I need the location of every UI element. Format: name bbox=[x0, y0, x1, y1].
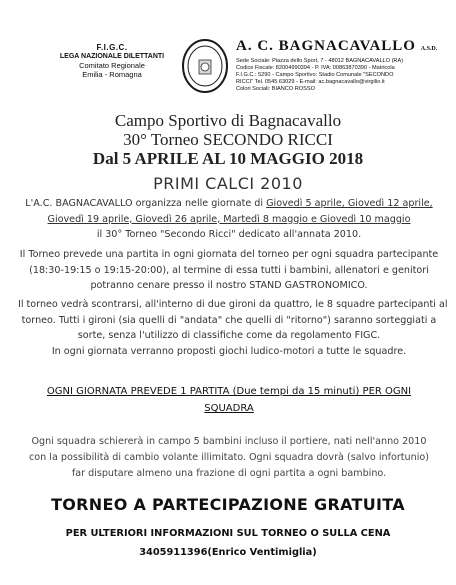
club-info-block bbox=[236, 38, 446, 93]
regione-label: Emilia - Romagna bbox=[82, 70, 142, 79]
match-rule-line: OGNI GIORNATA PREVEDE 1 PARTITA (Due tempi da 15 minuti) PER OGNI bbox=[46, 386, 412, 397]
dates-part-2: Giovedì 19 aprile, Giovedì 26 aprile, Martedì 8 maggio e Giovedì 10 maggio bbox=[47, 213, 411, 225]
comitato-label: Comitato Regionale bbox=[79, 61, 145, 70]
groups-line: sorte, senza l'utilizzo di classifiche come da regolamento FIGC. bbox=[77, 330, 381, 341]
club-fiscal: Codice Fiscale: 82004990394 - P. IVA: 00863870390 - Matricola bbox=[236, 65, 395, 71]
groups-line: In ogni giornata verranno proposti giochi ludico-motori a tutte le squadre. bbox=[51, 345, 407, 357]
club-address: Sede Sociale: Piazza dello Sport, 7 - 48012 BAGNACAVALLO (RA) bbox=[236, 58, 404, 64]
club-matricola: F.I.G.C.: 5290 - Campo Sportivo: Stadio Comunale "SECONDO bbox=[236, 72, 394, 78]
groups-line: torneo. Tutti i gironi (sia quelli di "andata" che quelli di "ritorno") saranno sorteggiati a bbox=[21, 314, 437, 326]
dates-part-1: Giovedì 5 aprile, Giovedì 12 aprile, bbox=[266, 198, 433, 209]
venue-title: Campo Sportivo di Bagnacavallo bbox=[114, 111, 342, 130]
club-suffix: A.S.D. bbox=[420, 46, 438, 52]
club-logo-icon bbox=[181, 38, 229, 94]
free-entry-heading: TORNEO A PARTECIPAZIONE GRATUITA bbox=[51, 495, 405, 514]
format-line: (18:30-19:15 o 19:15-20:00), al termine di essa tutti i bambini, allenatori e genitori bbox=[29, 264, 429, 276]
club-contacts: RICCI" Tel. 0545 63029 - E-mail: ac.bagnacavallo@virgilio.it bbox=[236, 79, 385, 85]
contact-phone: 3405911396(Enrico Ventimiglia) bbox=[139, 547, 317, 558]
match-rule bbox=[18, 383, 440, 417]
groups-paragraph bbox=[18, 297, 448, 359]
team-rule-line: far disputare almeno una frazione di ogni partita a ogni bambino. bbox=[71, 468, 387, 479]
club-name: A. C. BAGNACAVALLO bbox=[236, 38, 416, 54]
date-range: Dal 5 APRILE AL 10 MAGGIO 2018 bbox=[92, 149, 364, 168]
club-colors: Colori Sociali: BIANCO ROSSO bbox=[236, 86, 315, 92]
intro-paragraph bbox=[18, 196, 440, 243]
figc-label: F.I.G.C. bbox=[96, 43, 128, 52]
team-rule-line: Ogni squadra schiererà in campo 5 bambini incluso il portiere, nati nell'anno 2010 bbox=[31, 436, 427, 447]
info-text: PER ULTERIORI INFORMAZIONI SUL TORNEO O SULLA CENA bbox=[65, 528, 391, 539]
federation-block bbox=[52, 43, 172, 79]
lega-label: LEGA NAZIONALE DILETTANTI bbox=[59, 53, 165, 60]
tournament-title: 30° Torneo SECONDO RICCI bbox=[123, 130, 333, 149]
format-paragraph bbox=[18, 247, 440, 294]
format-line: potranno cenare presso il nostro STAND GASTRONOMICO. bbox=[90, 280, 368, 291]
team-rules-paragraph bbox=[18, 434, 440, 482]
dedication-text: il 30° Torneo "Secondo Ricci" dedicato all'annata 2010. bbox=[96, 229, 362, 240]
category-title: PRIMI CALCI 2010 bbox=[153, 174, 303, 193]
match-rule-line: SQUADRA bbox=[204, 403, 254, 414]
groups-line: Il torneo vedrà scontrarsi, all'interno di due gironi da quattro, le 8 squadre partecipanti al bbox=[18, 299, 448, 310]
format-line: Il Torneo prevede una partita in ogni giornata del torneo per ogni squadra partecipante bbox=[19, 249, 439, 260]
team-rule-line: con la possibilità di cambio volante illimitato. Ogni squadra dovrà (salvo infortunio) bbox=[29, 452, 429, 463]
intro-text: L'A.C. BAGNACAVALLO organizza nelle giornate di bbox=[25, 198, 267, 209]
